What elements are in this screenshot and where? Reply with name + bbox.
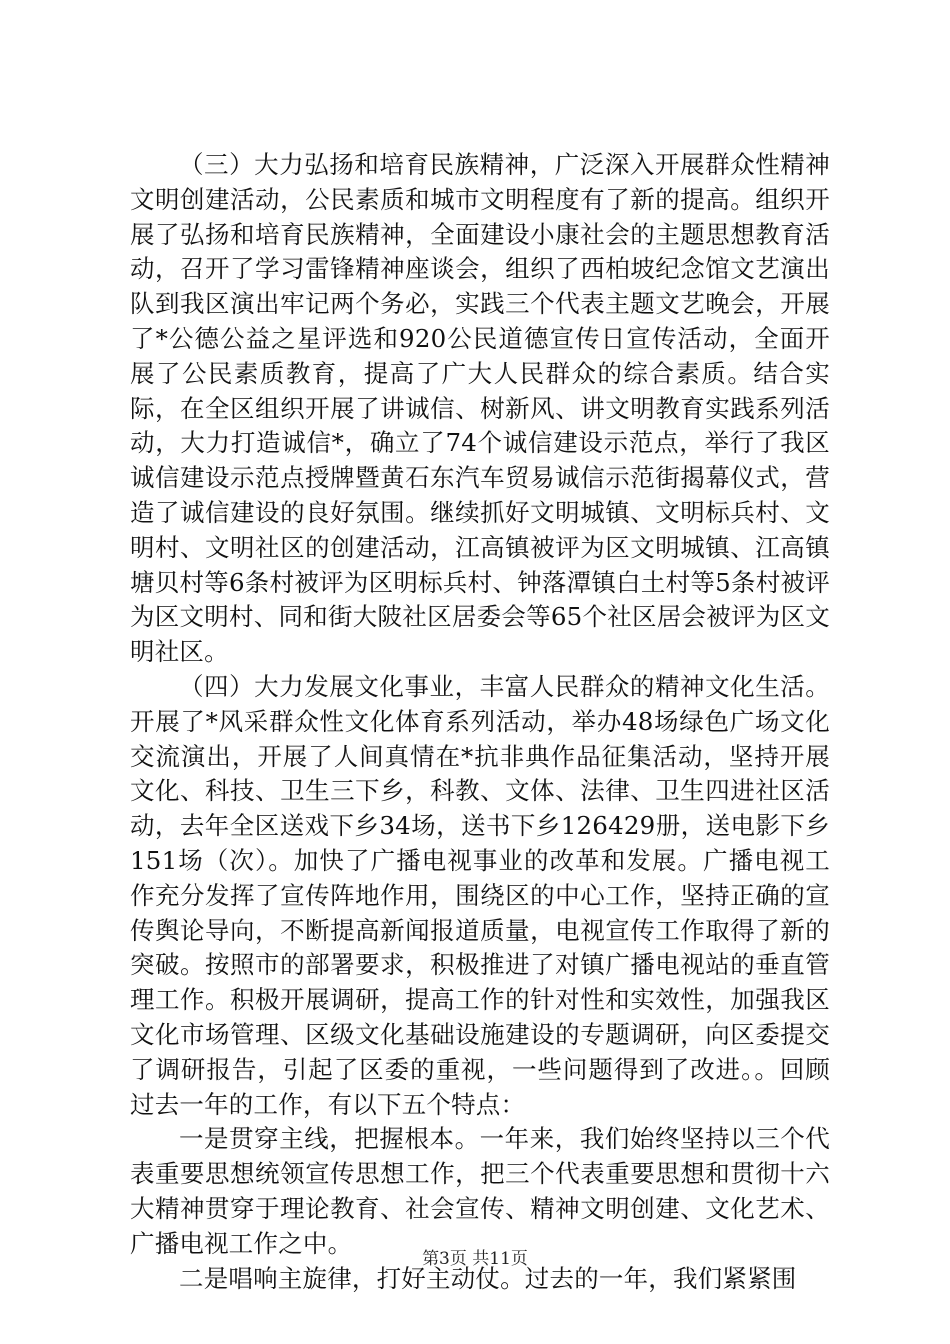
paragraph-section-four: （四）大力发展文化事业，丰富人民群众的精神文化生活。开展了*风采群众性文化体育系列活动，举办48场绿色广场文化交流演出，开展了人间真情在*抗非典作品征集活动，坚持开展文化、科技、卫生三下乡，科教、文体、法律、卫生四进社区活动，去年全区送戏下乡34场，送书下乡126429册，送电影下乡151场（次）。加快了广播电视事业的改革和发展。广播电视工作充分发挥了宣传阵地作用，围绕区的中心工作，坚持正确的宣传舆论导向，不断提高新闻报道质量，电视宣传工作取得了新的突破。按照市的部署要求，积极推进了对镇广播电视站的垂直管理工作。积极开展调研，提高工作的针对性和实效性，加强我区文化市场管理、区级文化基础设施建设的专题调研，向区委提交了调研报告，引起了区委的重视，一些问题得到了改进。。回顾过去一年的工作，有以下五个特点： (130, 671, 830, 1119)
page-footer (0, 1244, 950, 1269)
document-body (130, 148, 830, 1296)
paragraph-feature-one: 一是贯穿主线，把握根本。一年来，我们始终坚持以三个代表重要思想统领宣传思想工作，把三个代表重要思想和贯彻十六大精神贯穿于理论教育、社会宣传、精神文明创建、文化艺术、广播电视工作之中。 (130, 1124, 830, 1258)
paragraph-section-three: （三）大力弘扬和培育民族精神，广泛深入开展群众性精神文明创建活动，公民素质和城市文明程度有了新的提高。组织开展了弘扬和培育民族精神，全面建设小康社会的主题思想教育活动，召开了学习雷锋精神座谈会，组织了西柏坡纪念馆文艺演出队到我区演出牢记两个务必，实践三个代表主题文艺晚会，开展了*公德公益之星评选和920公民道德宣传日宣传活动，全面开展了公民素质教育，提高了广大人民群众的综合素质。结合实际，在全区组织开展了讲诚信、树新风、讲文明教育实践系列活动，大力打造诚信*，确立了74个诚信建设示范点，举行了我区诚信建设示范点授牌暨黄石东汽车贸易诚信示范街揭幕仪式，营造了诚信建设的良好氛围。继续抓好文明城镇、文明标兵村、文明村、文明社区的创建活动，江高镇被评为区文明城镇、江高镇塘贝村等6条村被评为区明标兵村、钟落潭镇白土村等5条村被评为区文明村、同和街大陂社区居委会等65个社区居会被评为区文明社区。 (130, 150, 830, 667)
page-number: 第3页 共11页 (422, 1249, 528, 1269)
paragraph-feature-two: 二是唱响主旋律，打好主动仗。过去的一年，我们紧紧围 (179, 1263, 797, 1293)
